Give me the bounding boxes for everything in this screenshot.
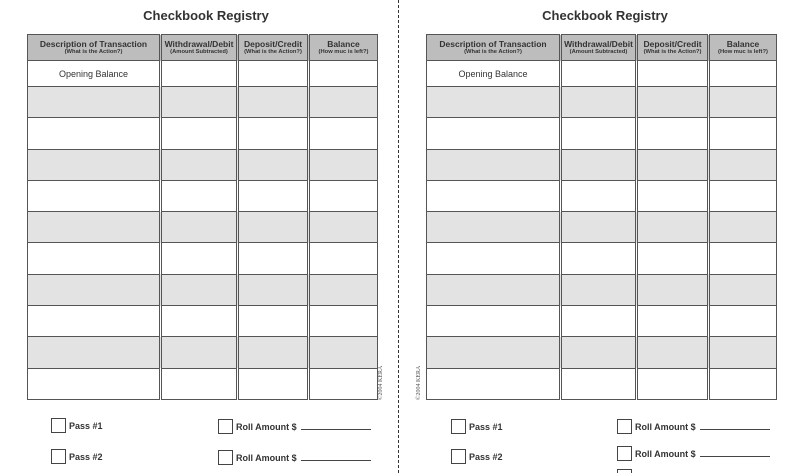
withdrawal-cell[interactable] <box>161 306 238 337</box>
pass-2-row <box>51 449 103 464</box>
deposit-cell[interactable] <box>637 180 709 211</box>
balance-cell[interactable] <box>709 337 777 368</box>
pass-2-checkbox[interactable] <box>451 449 466 464</box>
roll-1-checkbox[interactable] <box>617 419 632 434</box>
roll-1-label: Roll Amount $ <box>236 421 297 432</box>
table-row <box>28 87 378 118</box>
deposit-cell[interactable] <box>637 212 709 243</box>
withdrawal-cell[interactable] <box>161 368 238 399</box>
description-cell[interactable] <box>28 306 161 337</box>
withdrawal-cell[interactable] <box>561 87 637 118</box>
description-cell[interactable] <box>427 118 561 149</box>
description-cell[interactable] <box>427 87 561 118</box>
header-description: Description of Transaction (What is the Action?) <box>28 35 161 61</box>
deposit-cell[interactable] <box>238 306 309 337</box>
roll-1-amount-line[interactable] <box>301 424 371 430</box>
balance-cell[interactable] <box>309 212 378 243</box>
balance-cell[interactable] <box>709 243 777 274</box>
balance-cell[interactable] <box>709 368 777 399</box>
pass-1-checkbox[interactable] <box>451 419 466 434</box>
deposit-cell[interactable] <box>238 243 309 274</box>
description-cell[interactable] <box>28 274 161 305</box>
header-withdrawal: Withdrawal/Debit (Amount Subtracted) <box>161 35 238 61</box>
withdrawal-cell[interactable] <box>561 149 637 180</box>
withdrawal-cell[interactable] <box>561 368 637 399</box>
description-cell[interactable] <box>427 149 561 180</box>
roll-2-checkbox[interactable] <box>218 450 233 465</box>
deposit-cell[interactable] <box>637 337 709 368</box>
register-right <box>399 0 799 473</box>
withdrawal-cell[interactable] <box>561 180 637 211</box>
description-cell[interactable] <box>28 368 161 399</box>
table-row <box>427 212 777 243</box>
roll-2-label: Roll Amount $ <box>236 452 297 463</box>
balance-cell[interactable] <box>709 118 777 149</box>
header-description: Description of Transaction (What is the Action?) <box>427 35 561 61</box>
withdrawal-cell[interactable] <box>561 274 637 305</box>
balance-cell[interactable] <box>309 274 378 305</box>
deposit-cell[interactable] <box>637 149 709 180</box>
table-row <box>28 368 378 399</box>
pass-2-label: Pass #2 <box>469 451 503 462</box>
balance-cell[interactable] <box>709 212 777 243</box>
withdrawal-cell[interactable] <box>161 274 238 305</box>
deposit-cell[interactable] <box>238 180 309 211</box>
pass-1-label: Pass #1 <box>469 421 503 432</box>
description-cell[interactable]: Opening Balance <box>427 61 561 87</box>
withdrawal-cell[interactable] <box>561 212 637 243</box>
deposit-cell[interactable] <box>238 337 309 368</box>
header-deposit: Deposit/Credit (What is the Action?) <box>637 35 709 61</box>
roll-amount-1-row <box>617 419 770 434</box>
page-title: Checkbook Registry <box>542 8 668 23</box>
withdrawal-cell[interactable] <box>161 180 238 211</box>
balance-cell[interactable] <box>709 61 777 87</box>
withdrawal-cell[interactable] <box>561 61 637 87</box>
deposit-cell[interactable] <box>238 118 309 149</box>
header-row <box>28 35 378 61</box>
header-withdrawal: Withdrawal/Debit (Amount Subtracted) <box>561 35 637 61</box>
pass-2-checkbox[interactable] <box>51 449 66 464</box>
balance-cell[interactable] <box>309 118 378 149</box>
deposit-cell[interactable] <box>238 274 309 305</box>
roll-2-label: Roll Amount $ <box>635 448 696 459</box>
balance-cell[interactable] <box>309 180 378 211</box>
table-row <box>427 274 777 305</box>
description-cell[interactable] <box>427 337 561 368</box>
withdrawal-cell[interactable] <box>161 118 238 149</box>
table-row <box>28 243 378 274</box>
balance-cell[interactable] <box>309 337 378 368</box>
pass-1-row <box>451 419 503 434</box>
roll-2-amount-line[interactable] <box>301 455 371 461</box>
roll-2-checkbox[interactable] <box>617 446 632 461</box>
ledger-table <box>426 34 777 400</box>
withdrawal-cell[interactable] <box>161 149 238 180</box>
roll-amount-2-row <box>218 450 371 465</box>
deposit-cell[interactable] <box>637 274 709 305</box>
description-cell[interactable] <box>28 149 161 180</box>
pass-1-checkbox[interactable] <box>51 418 66 433</box>
table-row <box>427 243 777 274</box>
deposit-cell[interactable] <box>238 61 309 87</box>
withdrawal-cell[interactable] <box>161 87 238 118</box>
balance-cell[interactable] <box>309 243 378 274</box>
description-cell[interactable] <box>427 212 561 243</box>
balance-cell[interactable] <box>709 306 777 337</box>
description-cell[interactable] <box>28 337 161 368</box>
header-balance: Balance (How muc is left?) <box>309 35 378 61</box>
deposit-cell[interactable] <box>238 87 309 118</box>
deposit-cell[interactable] <box>637 306 709 337</box>
withdrawal-cell[interactable] <box>161 212 238 243</box>
table-row <box>427 61 777 87</box>
deposit-cell[interactable] <box>637 87 709 118</box>
table-row <box>427 306 777 337</box>
deposit-cell[interactable] <box>637 368 709 399</box>
table-row <box>427 118 777 149</box>
table-row <box>427 87 777 118</box>
description-cell[interactable] <box>28 243 161 274</box>
roll-1-label: Roll Amount $ <box>635 421 696 432</box>
withdrawal-cell[interactable] <box>161 243 238 274</box>
deposit-cell[interactable] <box>637 243 709 274</box>
table-row <box>427 368 777 399</box>
pass-2-label: Pass #2 <box>69 451 103 462</box>
table-row <box>28 306 378 337</box>
table-row <box>28 274 378 305</box>
description-cell[interactable] <box>28 180 161 211</box>
balance-cell[interactable] <box>309 149 378 180</box>
pass-2-row <box>451 449 503 464</box>
partial-checkbox[interactable] <box>617 469 632 473</box>
roll-1-checkbox[interactable] <box>218 419 233 434</box>
ledger-table <box>27 34 378 400</box>
deposit-cell[interactable] <box>238 212 309 243</box>
withdrawal-cell[interactable] <box>161 61 238 87</box>
description-cell[interactable] <box>427 180 561 211</box>
table-row <box>28 61 378 87</box>
table-row <box>28 212 378 243</box>
withdrawal-cell[interactable] <box>561 243 637 274</box>
header-balance: Balance (How muc is left?) <box>709 35 777 61</box>
table-row <box>427 337 777 368</box>
roll-amount-2-row <box>617 446 770 461</box>
roll-amount-1-row <box>218 419 371 434</box>
header-row <box>427 35 777 61</box>
deposit-cell[interactable] <box>637 61 709 87</box>
table-row <box>28 180 378 211</box>
description-cell[interactable]: Opening Balance <box>28 61 161 87</box>
deposit-cell[interactable] <box>238 149 309 180</box>
balance-cell[interactable] <box>309 306 378 337</box>
table-row <box>28 118 378 149</box>
page-title: Checkbook Registry <box>143 8 269 23</box>
deposit-cell[interactable] <box>238 368 309 399</box>
description-cell[interactable] <box>427 368 561 399</box>
balance-cell[interactable] <box>709 180 777 211</box>
deposit-cell[interactable] <box>637 118 709 149</box>
balance-cell[interactable] <box>709 149 777 180</box>
description-cell[interactable] <box>28 212 161 243</box>
pass-1-label: Pass #1 <box>69 420 103 431</box>
withdrawal-cell[interactable] <box>561 306 637 337</box>
withdrawal-cell[interactable] <box>561 118 637 149</box>
balance-cell[interactable] <box>709 87 777 118</box>
withdrawal-cell[interactable] <box>561 337 637 368</box>
balance-cell[interactable] <box>309 368 378 399</box>
table-row <box>28 149 378 180</box>
header-deposit: Deposit/Credit (What is the Action?) <box>238 35 309 61</box>
roll-2-amount-line[interactable] <box>700 451 770 457</box>
description-cell[interactable] <box>427 243 561 274</box>
roll-1-amount-line[interactable] <box>700 424 770 430</box>
table-row <box>427 180 777 211</box>
copyright-note: ©2004 KERA <box>378 365 384 400</box>
balance-cell[interactable] <box>309 87 378 118</box>
copyright-note: ©2004 KERA <box>416 365 422 400</box>
balance-cell[interactable] <box>309 61 378 87</box>
description-cell[interactable] <box>427 306 561 337</box>
description-cell[interactable] <box>28 118 161 149</box>
description-cell[interactable] <box>427 274 561 305</box>
table-row <box>427 149 777 180</box>
withdrawal-cell[interactable] <box>161 337 238 368</box>
balance-cell[interactable] <box>709 274 777 305</box>
pass-1-row <box>51 418 103 433</box>
table-row <box>28 337 378 368</box>
description-cell[interactable] <box>28 87 161 118</box>
